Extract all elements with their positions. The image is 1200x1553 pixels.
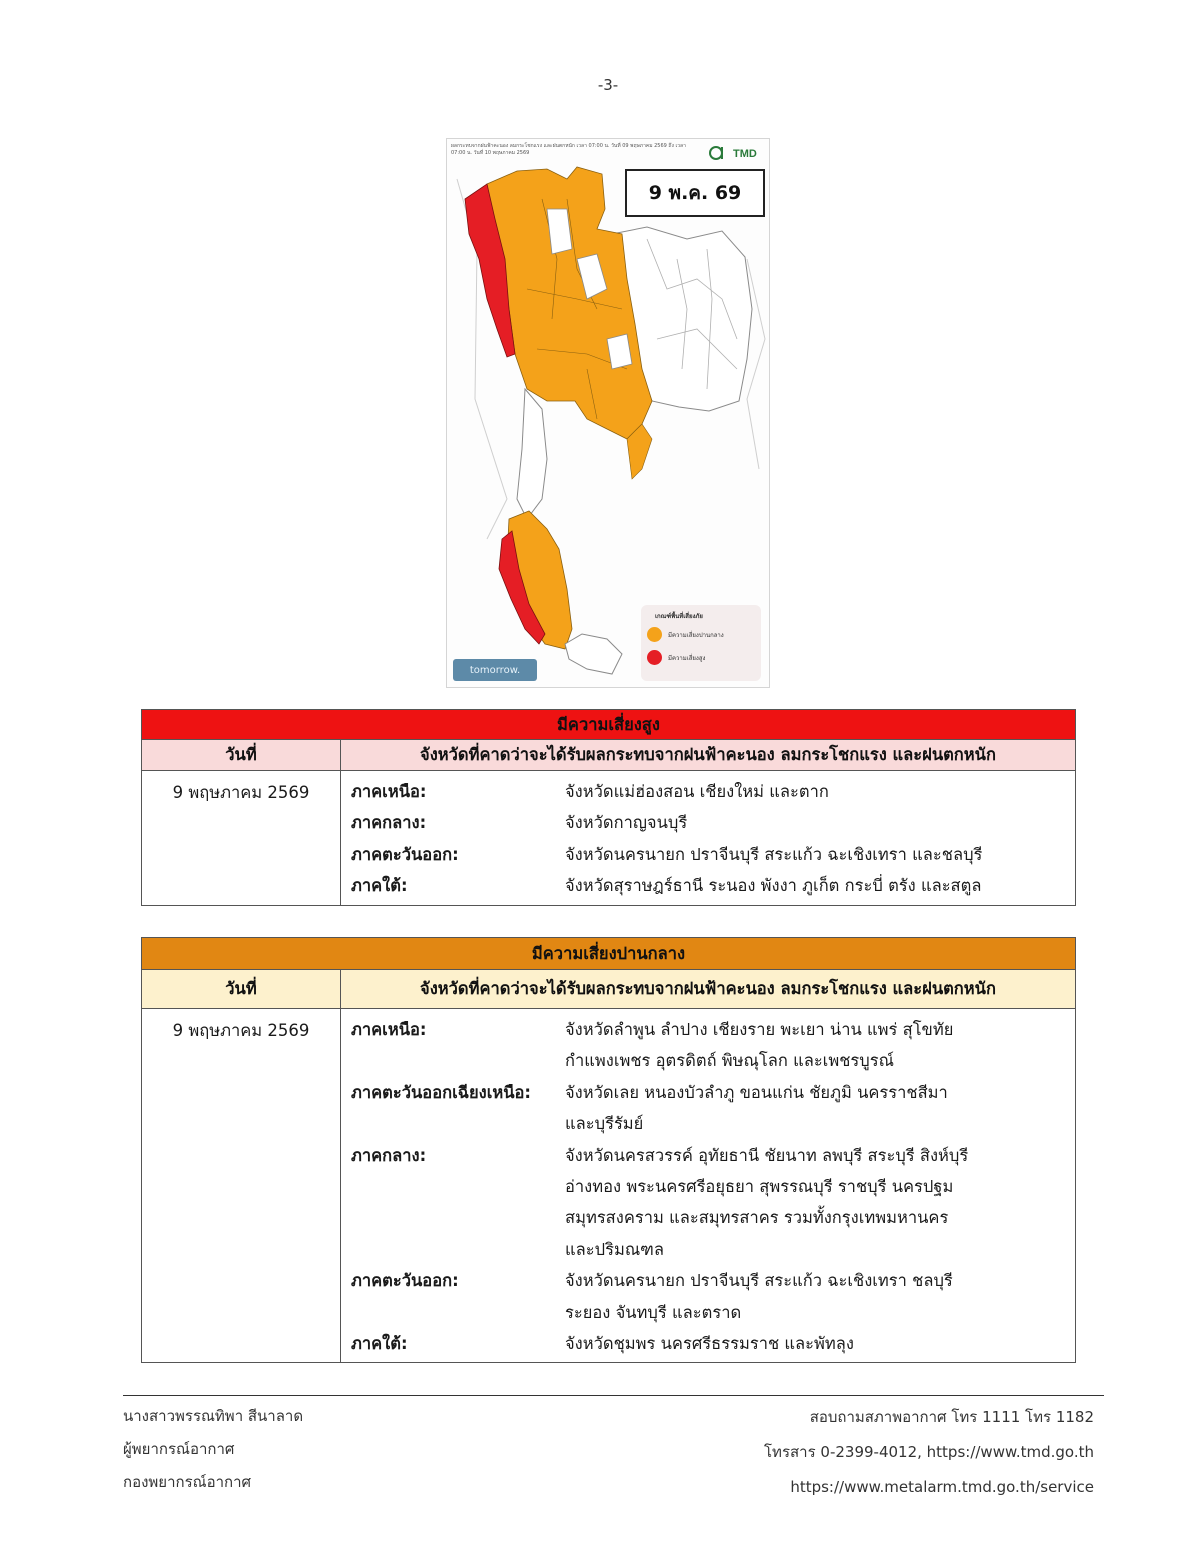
region-row: [351, 1328, 1075, 1359]
region-name: ภาคตะวันออก:: [351, 844, 459, 864]
region-name: [351, 1171, 565, 1202]
legend-title: เกณฑ์พื้นที่เสี่ยงภัย: [655, 613, 703, 620]
region-provinces: จังหวัดเลย หนองบัวลำภู ขอนแก่น ชัยภูมิ นครราชสีมา: [565, 1082, 948, 1102]
region-name: ภาคกลาง:: [351, 1145, 427, 1165]
region-provinces: จังหวัดแม่ฮ่องสอน เชียงใหม่ และตาก: [565, 782, 829, 801]
contact-service-link[interactable]: https://www.metalarm.tmd.go.th/service: [790, 1478, 1094, 1496]
region-name: ภาคตะวันออกเฉียงเหนือ:: [351, 1082, 532, 1102]
region-provinces: จังหวัดนครนายก ปราจีนบุรี สระแก้ว ฉะเชิงเทรา และชลบุรี: [565, 844, 983, 864]
deep-south-region: [565, 634, 622, 674]
region-provinces: สมุทรสงคราม และสมุทรสาคร รวมทั้งกรุงเทพมหานคร: [565, 1208, 949, 1228]
region-name: [351, 1202, 565, 1233]
region-name: [351, 1045, 565, 1076]
region-row: [351, 1171, 1075, 1202]
medium-risk-table: [141, 937, 1076, 1363]
region-row: [351, 870, 1075, 901]
region-row: [351, 776, 1075, 807]
orange-dot-icon: [647, 627, 662, 642]
region-row: [351, 1077, 1075, 1108]
legend-item-high: [647, 650, 755, 665]
region-provinces: และปริมณฑล: [565, 1239, 664, 1259]
date-cell: 9 พฤษภาคม 2569: [142, 1009, 341, 1363]
region-provinces: จังหวัดนครนายก ปราจีนบุรี สระแก้ว ฉะเชิงเทรา ชลบุรี: [565, 1271, 953, 1291]
table-title: มีความเสี่ยงสูง: [142, 710, 1076, 740]
region-name: ภาคใต้:: [351, 1334, 408, 1354]
regions-cell: [341, 771, 1076, 906]
regions-cell: [341, 1009, 1076, 1363]
region-row: [351, 1234, 1075, 1265]
region-provinces: จังหวัดกาญจนบุรี: [565, 813, 688, 833]
map-date-label: 9 พ.ค. 69: [625, 169, 765, 217]
region-provinces: จังหวัดชุมพร นครศรีธรรมราช และพัทลุง: [565, 1334, 854, 1354]
region-row: [351, 839, 1075, 870]
footer-signature: [123, 1400, 303, 1499]
region-name: ภาคเหนือ:: [351, 782, 427, 801]
region-provinces: กำแพงเพชร อุตรดิตถ์ พิษณุโลก และเพชรบูรณ์: [565, 1051, 894, 1071]
tomorrow-io-badge: tomorrow.: [453, 659, 537, 681]
region-provinces: ระยอง จันทบุรี และตราด: [565, 1302, 742, 1322]
contact-fax-website: โทรสาร 0-2399-4012, https://www.tmd.go.th: [764, 1443, 1094, 1461]
legend-item-medium: [647, 627, 755, 642]
region-row: [351, 1108, 1075, 1139]
region-provinces: จังหวัดสุราษฎร์ธานี ระนอง พังงา ภูเก็ต กระบี่ ตรัง และสตูล: [565, 876, 982, 896]
upper-south-region: [517, 389, 547, 519]
date-cell: 9 พฤษภาคม 2569: [142, 771, 341, 906]
region-name: [351, 1234, 565, 1265]
column-header-date: วันที่: [142, 740, 341, 771]
red-dot-icon: [647, 650, 662, 665]
region-row: [351, 1014, 1075, 1045]
region-row: [351, 1140, 1075, 1171]
map-header-text: ผลกระทบจากฝนฟ้าคะนอง ลมกระโชกแรง และฝนตกหนัก เวลา 07:00 น. วันที่ 09 พฤษภาคม 2569 ถึง เวลา 07:00 น. วันที่ 10 พฤษภาคม 2569: [451, 143, 686, 156]
map-legend: [641, 605, 761, 681]
page-number: -3-: [597, 76, 619, 94]
column-header-provinces: จังหวัดที่คาดว่าจะได้รับผลกระทบจากฝนฟ้าคะนอง ลมกระโชกแรง และฝนตกหนัก: [341, 740, 1076, 771]
region-row: [351, 1265, 1075, 1296]
region-provinces: จังหวัดลำพูน ลำปาง เชียงราย พะเยา น่าน แพร่ สุโขทัย: [565, 1020, 954, 1039]
footer-contact: [764, 1400, 1094, 1505]
region-provinces: อ่างทอง พระนครศรีอยุธยา สุพรรณบุรี ราชบุรี นครปฐม: [565, 1177, 954, 1197]
legend-label: มีความเสี่ยงสูง: [668, 654, 706, 662]
contact-phone: สอบถามสภาพอากาศ โทร 1111 โทร 1182: [809, 1408, 1094, 1426]
region-row: [351, 1202, 1075, 1233]
region-provinces: และบุรีรัมย์: [565, 1114, 644, 1134]
table-title: มีความเสี่ยงปานกลาง: [142, 938, 1076, 970]
forecaster-title: ผู้พยากรณ์อากาศ: [123, 1440, 235, 1458]
column-header-provinces: จังหวัดที่คาดว่าจะได้รับผลกระทบจากฝนฟ้าคะนอง ลมกระโชกแรง และฝนตกหนัก: [341, 970, 1076, 1009]
legend-label: มีความเสี่ยงปานกลาง: [668, 631, 724, 639]
region-row: [351, 807, 1075, 838]
division-name: กองพยากรณ์อากาศ: [123, 1473, 252, 1491]
region-row: [351, 1045, 1075, 1076]
region-name: [351, 1108, 565, 1139]
region-name: [351, 1297, 565, 1328]
tmd-logo: [707, 143, 765, 161]
footer-divider: [123, 1395, 1104, 1396]
forecaster-name: นางสาวพรรณทิพา สีนาลาด: [123, 1407, 304, 1425]
region-provinces: จังหวัดนครสวรรค์ อุทัยธานี ชัยนาท ลพบุรี สระบุรี สิงห์บุรี: [565, 1145, 969, 1165]
risk-map-figure: [446, 138, 770, 688]
region-name: ภาคตะวันออก:: [351, 1271, 459, 1291]
region-name: ภาคเหนือ:: [351, 1020, 427, 1039]
region-row: [351, 1297, 1075, 1328]
svg-text:TMD: TMD: [733, 148, 757, 160]
region-name: ภาคกลาง:: [351, 813, 427, 833]
region-name: ภาคใต้:: [351, 876, 408, 896]
high-risk-table: [141, 709, 1076, 906]
column-header-date: วันที่: [142, 970, 341, 1009]
